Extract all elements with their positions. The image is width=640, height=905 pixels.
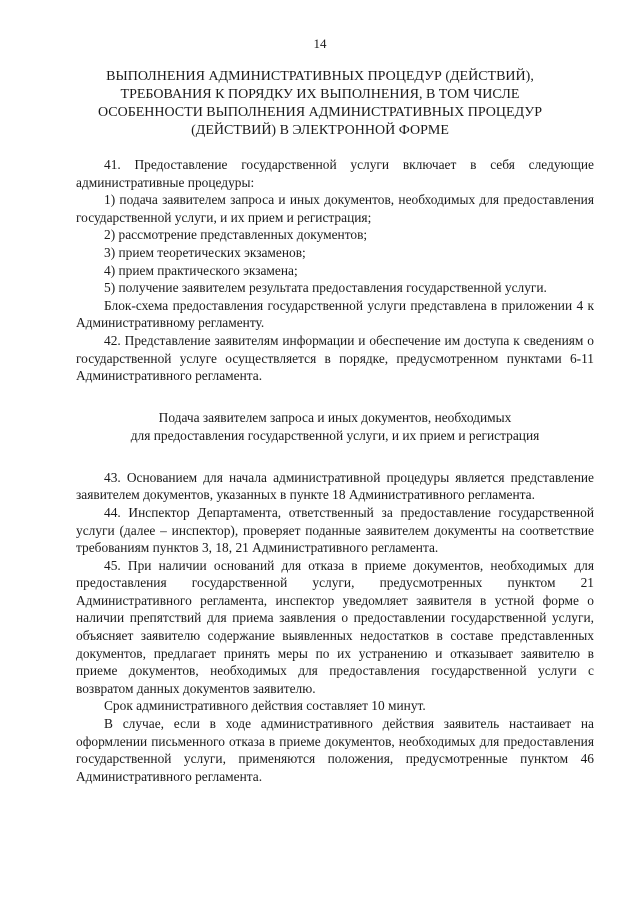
subsection-heading — [76, 409, 594, 445]
paragraph-44: 44. Инспектор Департамента, ответственный за предоставление государственной услуги (далее – инспектор), проверяет поданные заявителем документы на соответствие требованиям пунктов 3, 18, 21 Административного регламента. — [76, 504, 594, 556]
subheading-line: для предоставления государственной услуги, и их прием и регистрация — [130, 427, 540, 443]
subheading-line: Подача заявителем запроса и иных документов, необходимых — [158, 409, 512, 425]
paragraph-41: 41. Предоставление государственной услуги включает в себя следующие административные процедуры: — [76, 157, 594, 190]
page-number: 14 — [313, 36, 327, 51]
title-line: ОСОБЕННОСТИ ВЫПОЛНЕНИЯ АДМИНИСТРАТИВНЫХ ПРОЦЕДУР — [97, 105, 542, 120]
title-line: ВЫПОЛНЕНИЯ АДМИНИСТРАТИВНЫХ ПРОЦЕДУР (ДЕЙСТВИЙ), — [106, 69, 534, 84]
section-title — [70, 68, 570, 140]
list-item: 4) прием практического экзамена; — [104, 262, 298, 278]
title-line: (ДЕЙСТВИЙ) В ЭЛЕКТРОННОЙ ФОРМЕ — [191, 123, 449, 138]
deadline-paragraph: Срок административного действия составляет 10 минут. — [104, 698, 426, 714]
list-item: 5) получение заявителем результата предоставления государственной услуги. — [104, 280, 547, 296]
written-refusal-paragraph: В случае, если в ходе административного действия заявитель настаивает на оформлении письменного отказа в приеме документов, необходимых для предоставления государственной услуги, применяются положения, предусмотренные пунктом 46 Административного регламента. — [76, 716, 594, 784]
list-item: 2) рассмотрение представленных документов; — [104, 227, 368, 243]
paragraph-42: 42. Представление заявителям информации и обеспечение им доступа к сведениям о государственной услуге осуществляется в порядке, предусмотренном пунктами 6-11 Административного регламента. — [76, 332, 594, 384]
block-scheme-paragraph: Блок-схема предоставления государственной услуги представлена в приложении 4 к Административному регламенту. — [76, 297, 594, 331]
list-item: 3) прием теоретических экзаменов; — [104, 244, 306, 260]
paragraph-43: 43. Основанием для начала административной процедуры является представление заявителем документов, указанных в пункте 18 Административного регламента. — [76, 469, 594, 503]
list-item: 1) подача заявителем запроса и иных документов, необходимых для предоставления государственной услуги, и их прием и регистрация; — [76, 192, 594, 225]
document-body — [76, 156, 594, 785]
paragraph-45: 45. При наличии оснований для отказа в приеме документов, необходимых для предоставления государственной услуги, предусмотренных пунктом 21 Административного регламента, инспектор уведомляет заявителя в устной форме о наличии препятствий для приема заявления о предоставлении государственной услуги, объясняет заявителю содержание выявленных недостатков в составе представленных документов, предлагает принять меры по их устранению и отказывает заявителю в приеме документов, необходимых для предоставления государственной услуги с возвратом данных документов заявителю. — [76, 557, 594, 696]
title-line: ТРЕБОВАНИЯ К ПОРЯДКУ ИХ ВЫПОЛНЕНИЯ, В ТОМ ЧИСЛЕ — [120, 87, 520, 102]
